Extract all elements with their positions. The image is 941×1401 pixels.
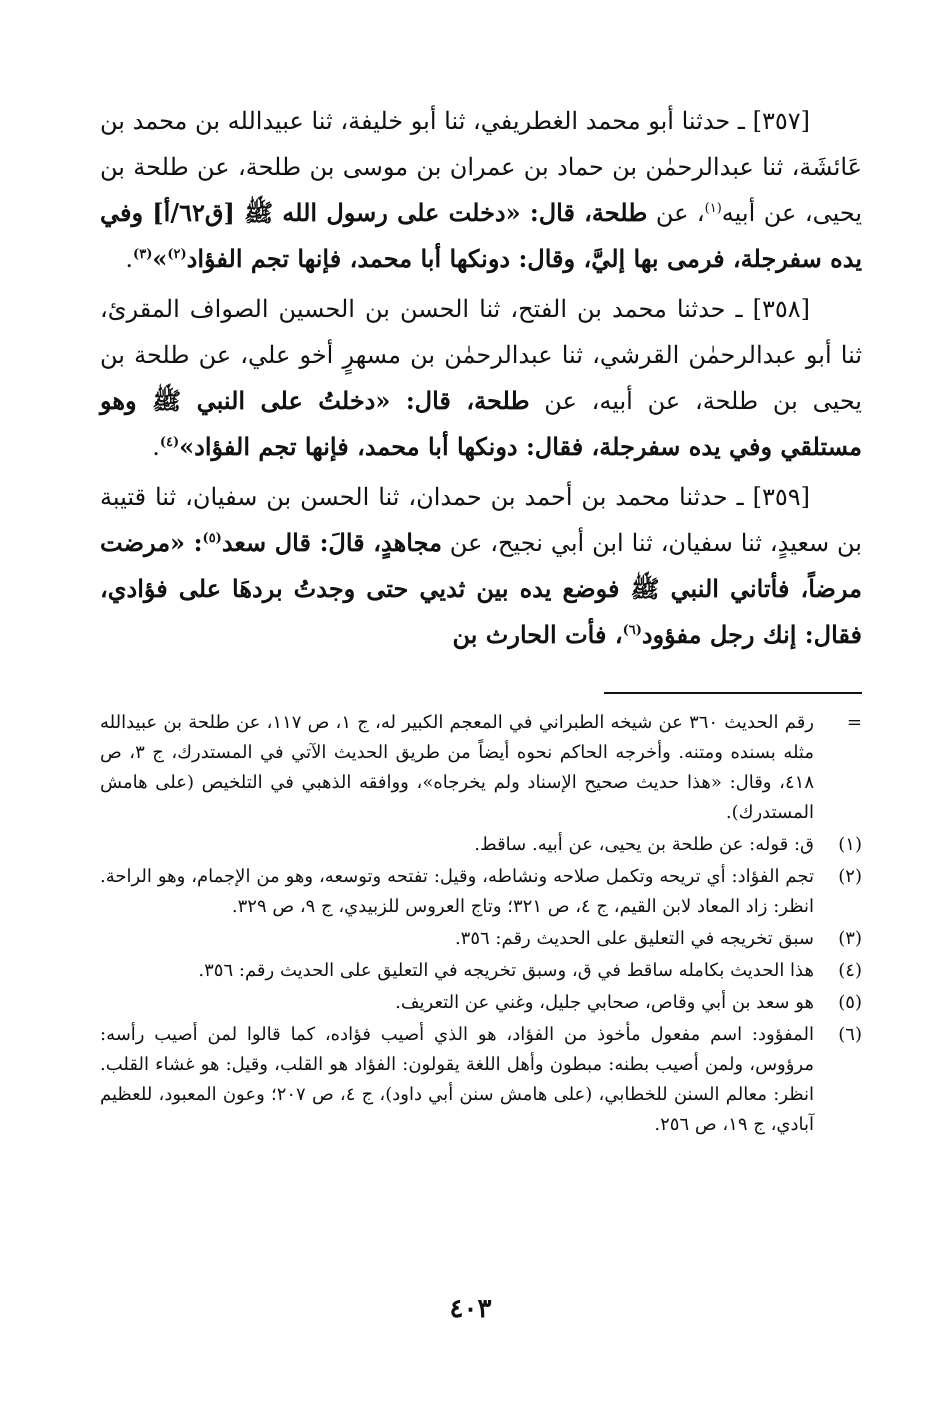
hadith-357-chain: [٣٥٧] ـ حدثنا أبو محمد الغطريفي، ثنا أبو خليفة، ثنا عبيدالله بن محمد بن عَائشَة، ثنا عبدالرحمٰن بن حماد بن عمران بن موسى بن طلحة، عن طلحة بن يحيى، عن أبيه bbox=[100, 107, 863, 227]
footnote-ref-5: (٥) bbox=[202, 531, 222, 546]
hadith-357-close-quote: » bbox=[152, 244, 168, 273]
footnote-1 bbox=[100, 830, 862, 860]
footnote-2 bbox=[100, 862, 862, 922]
hadith-357 bbox=[100, 98, 862, 282]
hadith-357-chain-end: ، عن bbox=[647, 199, 705, 227]
footnote-text: تجم الفؤاد: أي تريحه وتكمل صلاحه ونشاطه، وقيل: تفتحه وتوسعه، وهو من الإجمام، وهو الراحة. انظر: زاد المعاد لابن القيم، ج ٤، ص ٣٢١؛ وتاج العروس للزبيدي، ج ٩، ص ٣٢٩. bbox=[100, 866, 814, 917]
hadith-359 bbox=[100, 474, 862, 658]
footnote-mark: = bbox=[846, 712, 862, 733]
footnote-ref-1: (١) bbox=[704, 201, 722, 216]
hadith-357-end: . bbox=[125, 245, 134, 273]
footnote-3 bbox=[100, 924, 862, 954]
footnote-text: سبق تخريجه في التعليق على الحديث رقم: ٣٥٦. bbox=[454, 928, 814, 949]
page-number: ٤٠٣ bbox=[449, 1294, 492, 1324]
footnote-text: رقم الحديث ٣٦٠ عن شيخه الطبراني في المعجم الكبير له، ج ١، ص ١١٧، عن طلحة بن عبيدالله مثله بسنده ومتنه. وأخرجه الحاكم نحوه أيضاً من طريق الحديث الآتي في المستدرك، ج ٣، ص ٤١٨، وقال: «هذا حديث صحيح الإسناد ولم يخرجاه»، ووافقه الذهبي في التلخيص (على هامش المستدرك). bbox=[100, 712, 814, 823]
footnote-mark: (٤) bbox=[838, 960, 862, 981]
footnote-ref-2: (٢) bbox=[167, 247, 187, 262]
footnote-text: ق: قوله: عن طلحة بن يحيى، عن أبيه. ساقط. bbox=[474, 834, 814, 855]
footnote-6 bbox=[100, 1020, 862, 1140]
hadith-359-chain: [٣٥٩] ـ حدثنا محمد بن أحمد بن حمدان، ثنا الحسن بن سفيان، ثنا قتيبة بن سعيدٍ، ثنا سفيان، ثنا ابن أبي نجيح، عن bbox=[100, 483, 862, 557]
footnote-4 bbox=[100, 956, 862, 986]
document-page bbox=[100, 98, 862, 1142]
footnote-text: هو سعد بن أبي وقاص، صحابي جليل، وغني عن التعريف. bbox=[395, 992, 814, 1013]
hadith-357-text: طلحة، قال: «دخلت على رسول الله ﷺ [ق٦٢/أ] وفي يده سفرجلة، فرمى بها إليَّ، وقال: دونكها أبا محمد، فإنها تجم الفؤاد bbox=[100, 198, 862, 273]
main-text bbox=[100, 98, 862, 658]
footnote-separator bbox=[604, 692, 862, 694]
footnote-text: هذا الحديث بكامله ساقط في ق، وسبق تخريجه في التعليق على الحديث رقم: ٣٥٦. bbox=[198, 960, 814, 981]
hadith-358-text: طلحة، قال: «دخلتُ على النبي ﷺ وهو مستلقي وفي يده سفرجلة، فقال: دونكها أبا محمد، فإنها تجم الفؤاد» bbox=[100, 386, 862, 461]
hadith-359-text-cont: ، فأت الحارث بن bbox=[452, 620, 623, 649]
footnote-mark: (١) bbox=[838, 834, 862, 855]
footnote-5 bbox=[100, 988, 862, 1018]
footnote-mark: (٥) bbox=[838, 992, 862, 1013]
hadith-358 bbox=[100, 286, 862, 470]
footnote-mark: (٢) bbox=[838, 866, 862, 887]
hadith-359-narrator: مجاهدٍ، قالَ: قال سعد bbox=[221, 528, 442, 557]
footnote-ref-4: (٤) bbox=[159, 435, 180, 450]
footnote-mark: (٣) bbox=[838, 928, 862, 949]
footnote-ref-6: (٦) bbox=[622, 623, 642, 638]
footnotes bbox=[100, 708, 862, 1140]
footnote-text: المفؤود: اسم مفعول مأخوذ من الفؤاد، هو الذي أصيب فؤاده، كما قالوا لمن أصيب رأسه: مرؤوس، ولمن أصيب بطنه: مبطون وأهل اللغة يقولون: الفؤاد هو القلب، وقيل: هو غشاء القلب. انظر: معالم السنن للخطابي، (على هامش سنن أبي داود)، ج ٤، ص ٢٠٧؛ وعون المعبود، للعظيم آبادي، ج ١٩، ص ٢٥٦. bbox=[100, 1024, 814, 1135]
hadith-358-end: . bbox=[152, 433, 160, 461]
footnote-ref-3: (٣) bbox=[133, 247, 153, 262]
hadith-359-text: : «مرضت مرضاً، فأتاني النبي ﷺ فوضع يده بين ثديي حتى وجدتُ بردهَا على فؤادي، فقال: إنك رجل مفؤود bbox=[100, 528, 862, 649]
hadith-358-chain: [٣٥٨] ـ حدثنا محمد بن الفتح، ثنا الحسن بن الحسين الصواف المقرئ، ثنا أبو عبدالرحمٰن القرشي، ثنا عبدالرحمٰن بن مسهرٍ أخو علي، عن طلحة بن يحيى بن طلحة، عن أبيه، عن bbox=[100, 295, 862, 415]
footnote-mark: (٦) bbox=[838, 1024, 862, 1045]
footnote-continued bbox=[100, 708, 862, 828]
